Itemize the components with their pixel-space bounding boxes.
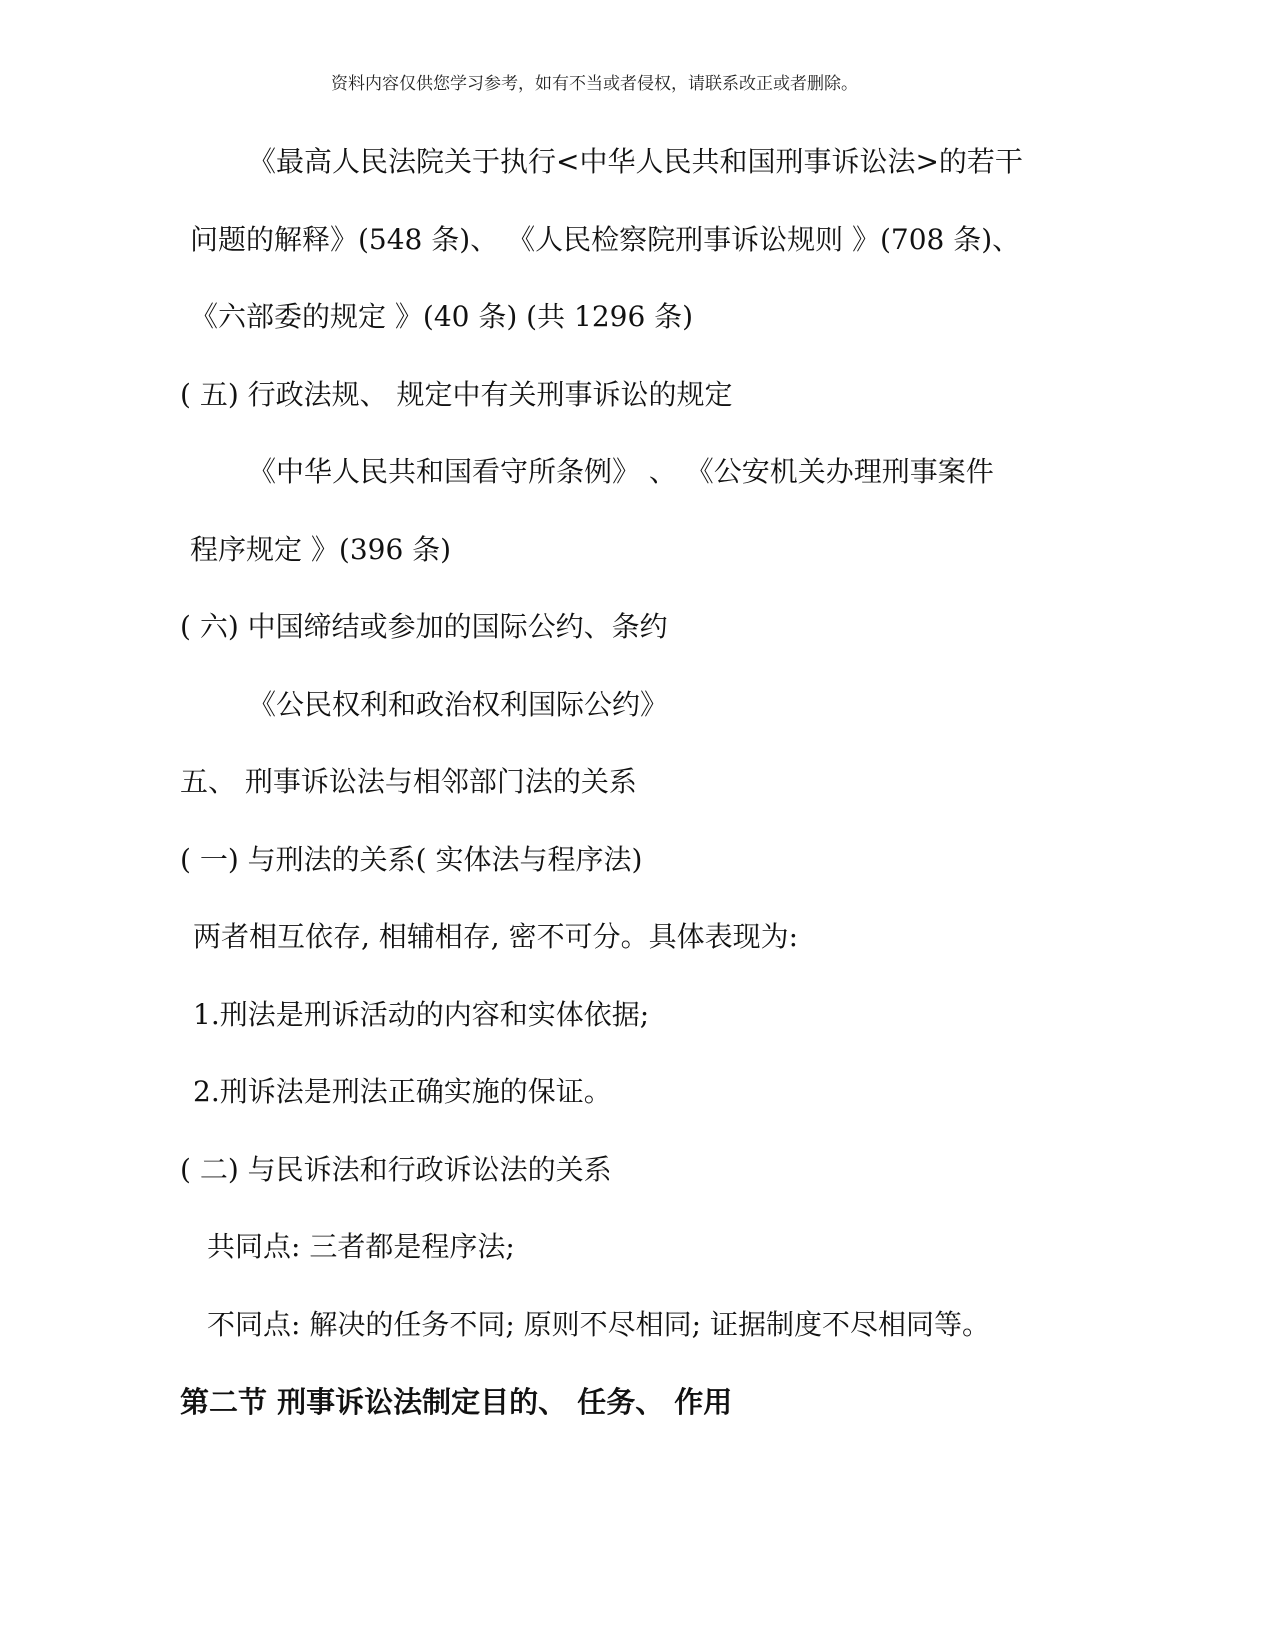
section-heading: 五、 刑事诉讼法与相邻部门法的关系 <box>180 765 637 798</box>
body-line: 不同点: 解决的任务不同; 原则不尽相同; 证据制度不尽相同等。 <box>207 1308 991 1341</box>
body-line: 《中华人民共和国看守所条例》 、 《公安机关办理刑事案件 <box>248 455 994 488</box>
body-line: 问题的解释》(548 条)、 《人民检察院刑事诉讼规则 》(708 条)、 <box>190 223 1021 256</box>
subsection-heading: ( 二) 与民诉法和行政诉讼法的关系 <box>180 1153 612 1186</box>
body-line: 程序规定 》(396 条) <box>190 533 452 566</box>
list-item: 2.刑诉法是刑法正确实施的保证。 <box>193 1075 612 1108</box>
body-line: 《六部委的规定 》(40 条) (共 1296 条) <box>190 300 694 333</box>
body-line: 《最高人民法院关于执行<中华人民共和国刑事诉讼法>的若干 <box>248 145 1023 178</box>
list-item: 1.刑法是刑诉活动的内容和实体依据; <box>193 998 650 1031</box>
subsection-heading: ( 六) 中国缔结或参加的国际公约、条约 <box>180 610 668 643</box>
chapter-section-heading: 第二节 刑事诉讼法制定目的、 任务、 作用 <box>180 1385 733 1419</box>
page-disclaimer: 资料内容仅供您学习参考，如有不当或者侵权，请联系改正或者删除。 <box>331 74 858 94</box>
subsection-heading: ( 一) 与刑法的关系( 实体法与程序法) <box>180 843 643 876</box>
body-line: 两者相互依存, 相辅相存, 密不可分。具体表现为: <box>193 920 799 953</box>
subsection-heading: ( 五) 行政法规、 规定中有关刑事诉讼的规定 <box>180 378 733 411</box>
body-line: 共同点: 三者都是程序法; <box>207 1230 515 1263</box>
body-line: 《公民权利和政治权利国际公约》 <box>248 688 669 721</box>
